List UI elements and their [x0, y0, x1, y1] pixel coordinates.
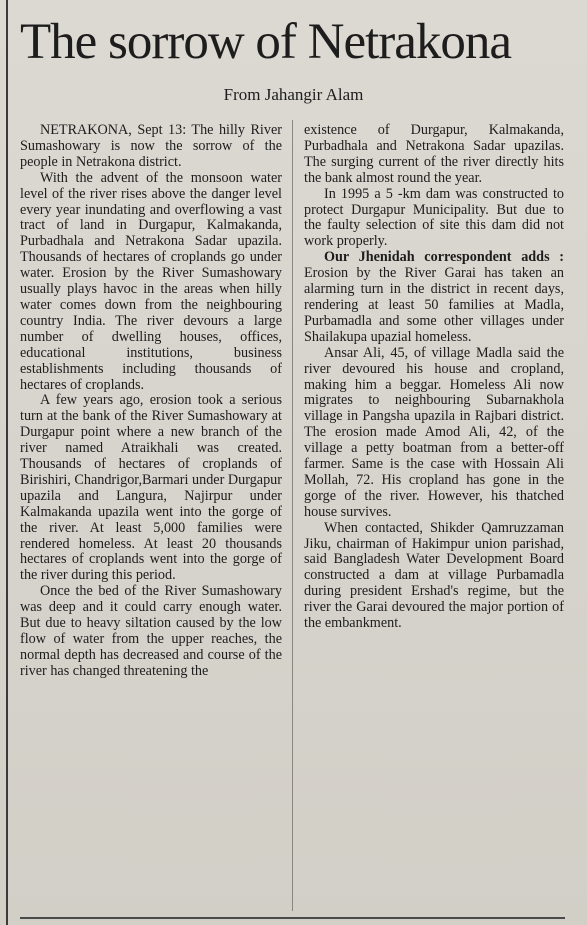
erosion-history-paragraph: A few years ago, erosion took a serious turn at the bank of the River Sumashowary at Durgapur point where a new branch of the river named Atraikhali was created. Thousands of hectares of croplands of Birishiri, Chandrigor,Barmari under Durgapur upazila and Langura, Najirpur under Kalmakanda upazila went into the gorge of the river. At least 5,000 families were rendered homeless. At least 20 thousands hectares of croplands went into the gorge of the river during this period.	[20, 392, 282, 584]
bottom-rule	[20, 917, 565, 919]
continued-paragraph: existence of Durgapur, Kalmakanda, Purbadhala and Netrakona Sadar upazilas. The surging current of the river directly hits the bank almost round the year.	[304, 122, 564, 186]
right-column	[304, 123, 564, 632]
byline: From Jahangir Alam	[223, 85, 364, 104]
correspondent-text: Erosion by the River Garai has taken an alarming turn in the district in recent days, rendering at least 50 families at Madla, Purbamadla and some other villages under Shailakupa upazial homeless.	[304, 265, 564, 345]
ansar-paragraph: Ansar Ali, 45, of village Madla said the river devoured his house and cropland, making him a beggar. Homeless Ali now migrates to neighbouring Subarnakhola village in Pangsha upazila in Rajbari district. The erosion made Amod Ali, 42, of the village a petty boatman from a better-off farmer. Same is the case with Hossain Ali Mollah, 72. His cropland has gone in the gorge of the river. However, his thatched house survives.	[304, 344, 564, 520]
contact-paragraph: When contacted, Shikder Qamruzzaman Jiku, chairman of Hakimpur union parishad, said Bangladesh Water Development Board constructed a dam at village Purbamadla during president Ershad's regime, but the river the Garai devoured the major portion of the embankment.	[304, 519, 564, 632]
correspondent-label: Our Jhenidah correspondent adds :	[324, 249, 564, 266]
lead-paragraph: NETRAKONA, Sept 13: The hilly River Sumashowary is now the sorrow of the people in Netrakona district.	[20, 122, 282, 170]
headline: The sorrow of Netrakona	[20, 14, 512, 70]
left-border-rule	[6, 0, 8, 925]
monsoon-paragraph: With the advent of the monsoon water level of the river rises above the danger level every year inundating and overflowing a vast tract of land in Durgapur, Kalmakanda, Purbadhala and Netrakona Sadar upazila. Thousands of hectares of croplands go under water. Erosion by the River Sumashowary usually plays havoc in the areas when hilly water comes down from the neighbouring country India. The river devours a large number of dwelling houses, offices, educational institutions, business establishments including thousands of hectares of croplands.	[20, 169, 282, 393]
column-divider	[292, 120, 293, 911]
siltation-paragraph: Once the bed of the River Sumashowary was deep and it could carry enough water. But due to heavy siltation caused by the low flow of water from the upper reaches, the normal depth has decreased and course of the river has changed threatening the	[20, 583, 282, 679]
dam-paragraph: In 1995 a 5 -km dam was constructed to protect Durgapur Municipality. But due to the faulty selection of site this dam did not work properly.	[304, 185, 564, 250]
left-column	[20, 123, 282, 680]
correspondent-paragraph	[304, 250, 564, 345]
